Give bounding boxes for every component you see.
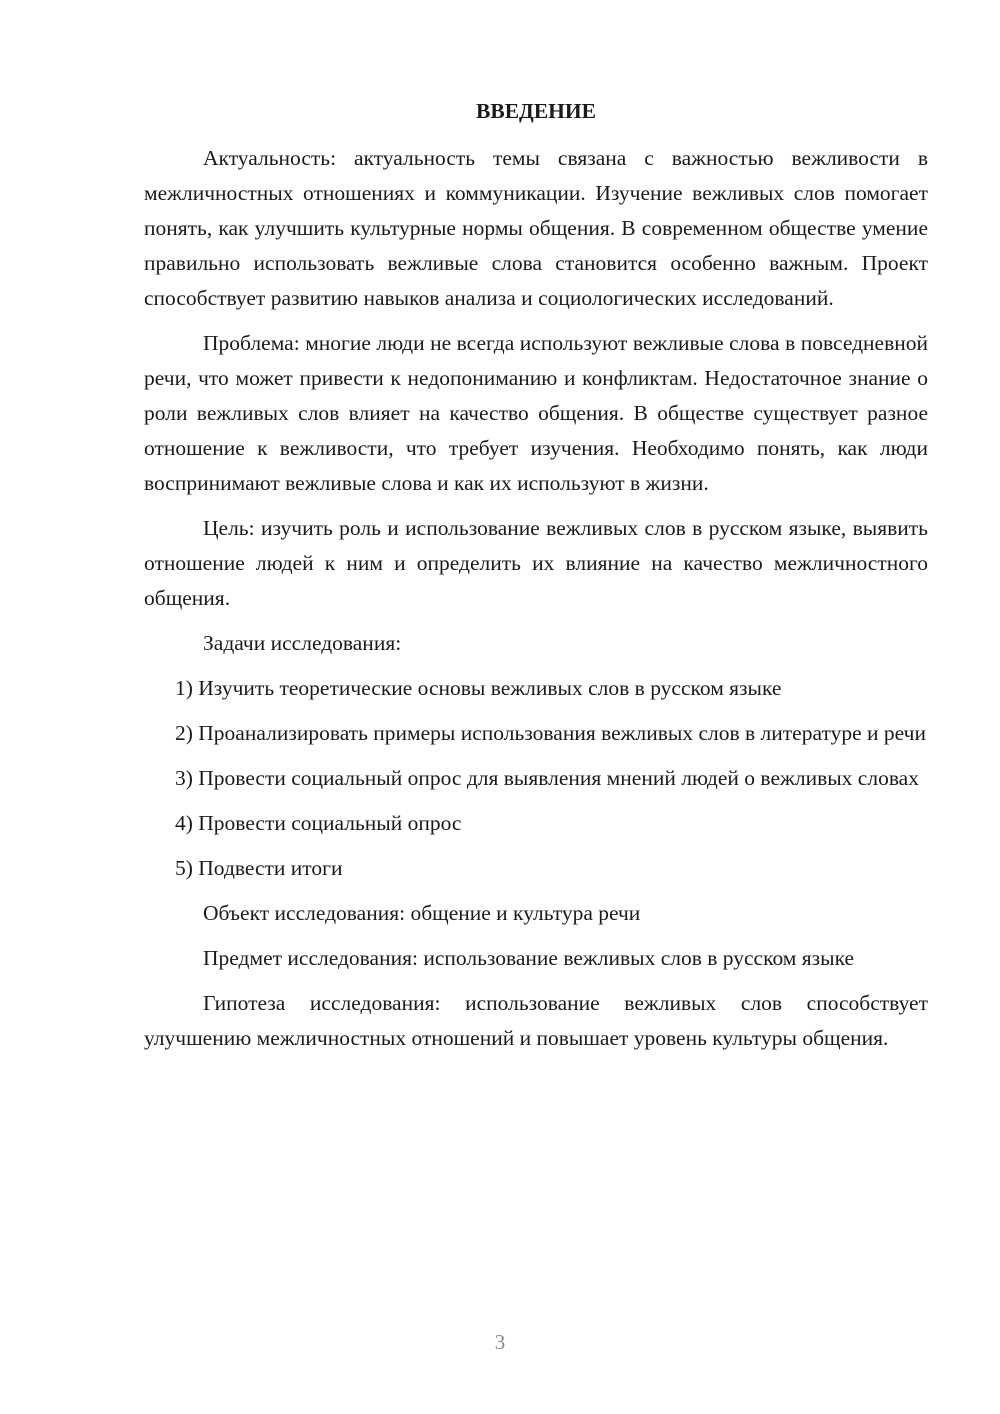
document-page [144, 94, 928, 1066]
problem-paragraph: Проблема: многие люди не всегда используют вежливые слова в повседневной речи, что может привести к недопониманию и конфликтам. Недостаточное знание о роли вежливых слов влияет на качество общения. В обществе существует разное отношение к вежливости, что требует изучения. Необходимо понять, как люди воспринимают вежливые слова и как их используют в жизни. [144, 331, 928, 495]
task-item-1: 1) Изучить теоретические основы вежливых слов в русском языке [175, 676, 782, 700]
task-item-3: 3) Провести социальный опрос для выявления мнений людей о вежливых словах [175, 766, 919, 790]
task-item-5: 5) Подвести итоги [175, 856, 343, 880]
tasks-heading: Задачи исследования: [203, 631, 402, 655]
hypothesis-paragraph: Гипотеза исследования: использование вежливых слов способствует улучшению межличностных отношений и повышает уровень культуры общения. [144, 991, 928, 1050]
subject-paragraph: Предмет исследования: использование вежливых слов в русском языке [203, 946, 855, 970]
object-paragraph: Объект исследования: общение и культура речи [203, 901, 641, 925]
page-number: 3 [494, 1330, 506, 1354]
task-item-2: 2) Проанализировать примеры использования вежливых слов в литературе и речи [175, 721, 926, 745]
task-item-4: 4) Провести социальный опрос [175, 811, 462, 835]
goal-paragraph: Цель: изучить роль и использование вежливых слов в русском языке, выявить отношение людей к ним и определить их влияние на качество межличностного общения. [144, 516, 928, 610]
section-title: ВВЕДЕНИЕ [476, 99, 596, 123]
relevance-paragraph: Актуальность: актуальность темы связана с важностью вежливости в межличностных отношениях и коммуникации. Изучение вежливых слов помогает понять, как улучшить культурные нормы общения. В современном обществе умение правильно использовать вежливые слова становится особенно важным. Проект способствует развитию навыков анализа и социологических исследований. [144, 146, 928, 310]
